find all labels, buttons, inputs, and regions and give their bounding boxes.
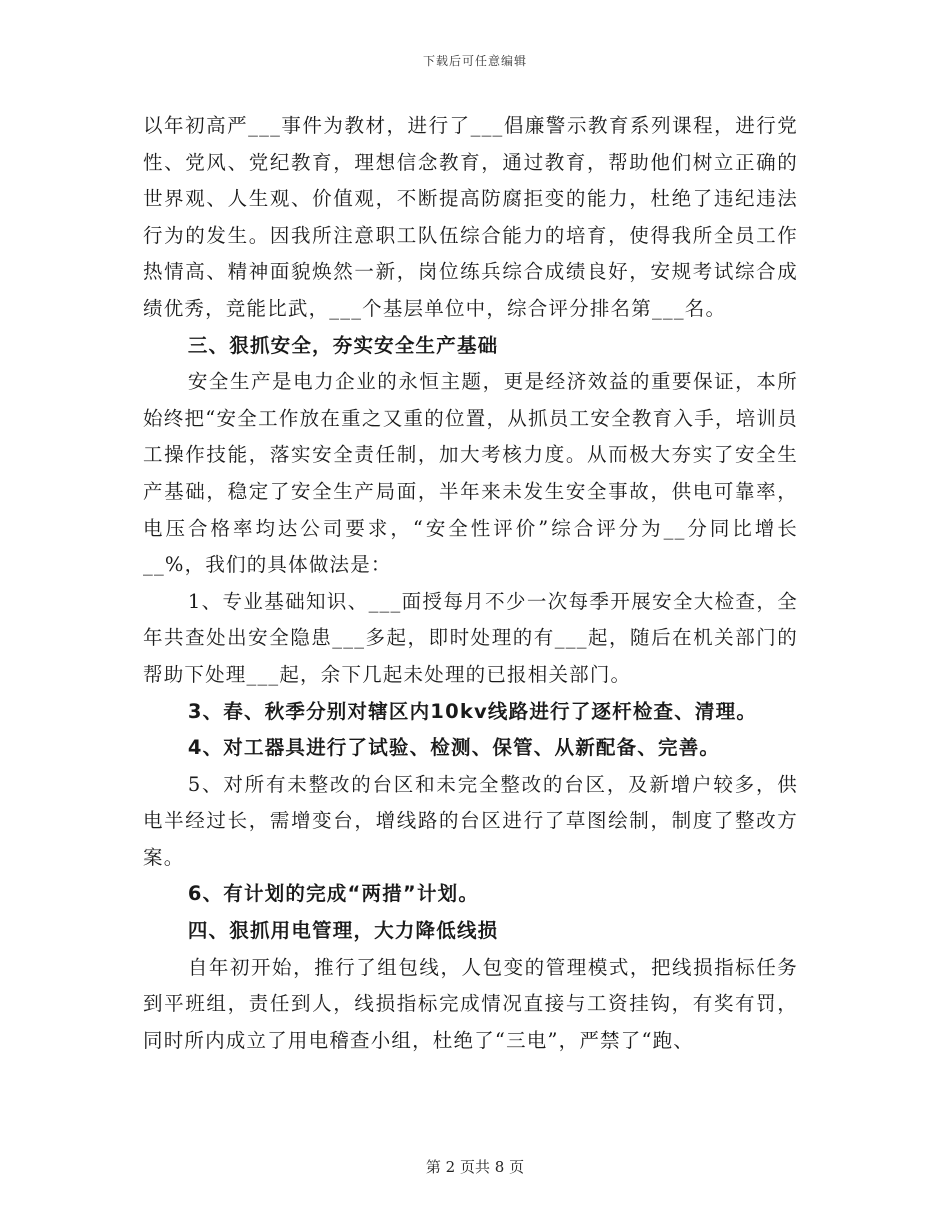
paragraph-education: 以年初高严___事件为教材，进行了___倡廉警示教育系列课程，进行党性、党风、党纪教育，理想信念教育，通过教育，帮助他们树立正确的世界观、人生观、价值观，不断提高防腐拒变的能力，杜绝了违纪违法行为的发生。因我所注意职工队伍综合能力的培育，使得我所全员工作热情高、精神面貌焕然一新，岗位练兵综合成绩良好，安规考试综合成绩优秀，竞能比武，___个基层单位中，综合评分排名第___名。 xyxy=(143,114,798,320)
section-heading-power-management: 四、狠抓用电管理，大力降低线损 xyxy=(187,919,499,943)
list-item-1: 1、专业基础知识、___面授每月不少一次每季开展安全大检查，全年共查处出安全隐患___多起，即时处理的有___起，随后在机关部门的帮助下处理___起，余下几起未处理的已报相关部门。 xyxy=(143,589,798,686)
document-body xyxy=(143,108,798,1059)
list-item-5: 5、对所有未整改的台区和未完全整改的台区，及新增户较多，供电半经过长，需增变台，增线路的台区进行了草图绘制，制度了整改方案。 xyxy=(143,772,798,869)
paragraph-safety-intro: 安全生产是电力企业的永恒主题，更是经济效益的重要保证，本所始终把“安全工作放在重之又重的位置，从抓员工安全教育入手，培训员工操作技能，落实安全责任制，加大考核力度。从而极大夯实了安全生产基础，稳定了安全生产局面，半年来未发生安全事故，供电可靠率，电压合格率均达公司要求，“安全性评价”综合评分为__分同比增长__%，我们的具体做法是： xyxy=(143,370,798,577)
list-item-6: 6、有计划的完成“两措”计划。 xyxy=(187,882,480,906)
paragraph-line-loss: 自年初开始，推行了组包线，人包变的管理模式，把线损指标任务到平班组，责任到人，线损指标完成情况直接与工资挂钩，有奖有罚，同时所内成立了用电稽查小组，杜绝了“三电”，严禁了“跑、 xyxy=(143,955,798,1052)
list-item-3: 3、春、秋季分别对辖区内10kv线路进行了逐杆检查、清理。 xyxy=(187,699,758,723)
list-item-4: 4、对工器具进行了试验、检测、保管、从新配备、完善。 xyxy=(187,736,721,760)
page-footer: 第 2 页共 8 页 xyxy=(425,1158,525,1176)
section-heading-safety: 三、狠抓安全，夯实安全生产基础 xyxy=(187,333,499,357)
page-header: 下载后可任意编辑 xyxy=(422,54,527,68)
